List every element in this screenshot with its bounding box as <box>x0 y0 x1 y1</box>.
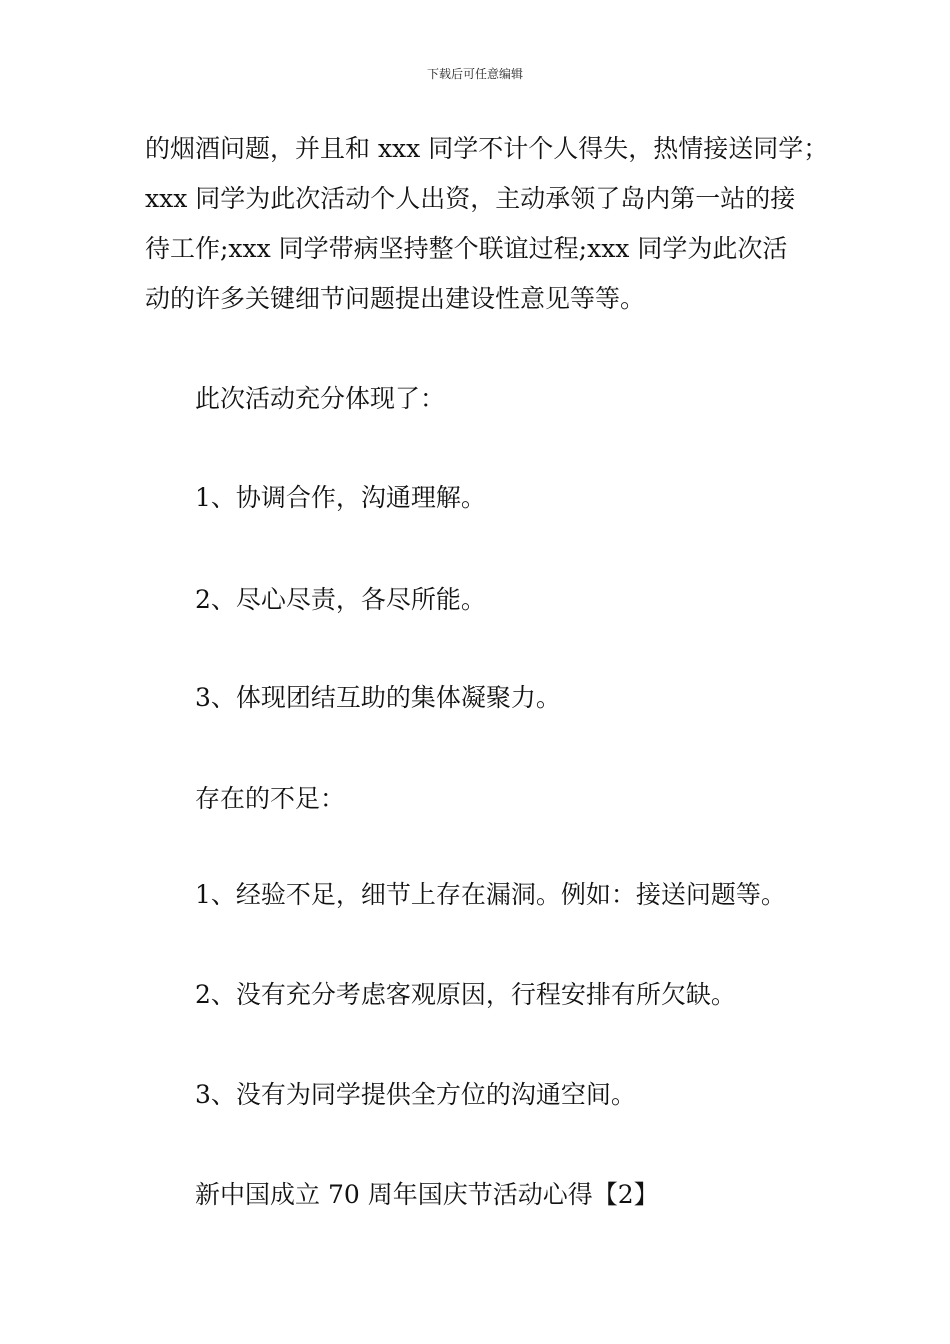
section-title: 新中国成立 70 周年国庆节活动心得【2】 <box>195 1180 659 1209</box>
shortcoming-item: 2、没有充分考虑客观原因，行程安排有所欠缺。 <box>195 980 736 1009</box>
shortcoming-item: 3、没有为同学提供全方位的沟通空间。 <box>195 1080 636 1109</box>
reflection-item: 3、体现团结互助的集体凝聚力。 <box>195 683 561 712</box>
body-paragraph <box>145 124 829 324</box>
reflection-item: 2、尽心尽责，各尽所能。 <box>195 585 486 614</box>
paragraph-line: 待工作;xxx 同学带病坚持整个联谊过程;xxx 同学为此次活 <box>145 234 788 263</box>
page-header: 下载后可任意编辑 <box>426 67 523 81</box>
paragraph-line: xxx 同学为此次活动个人出资，主动承领了岛内第一站的接 <box>145 184 796 213</box>
paragraph-line: 的烟酒问题，并且和 xxx 同学不计个人得失，热情接送同学； <box>145 134 829 163</box>
paragraph-line: 动的许多关键细节问题提出建设性意见等等。 <box>145 284 646 313</box>
shortcomings-heading: 存在的不足： <box>195 784 346 813</box>
reflection-item: 1、协调合作，沟通理解。 <box>195 483 486 512</box>
shortcoming-item: 1、经验不足，细节上存在漏洞。例如：接送问题等。 <box>195 880 786 909</box>
reflection-heading: 此次活动充分体现了： <box>195 384 446 413</box>
